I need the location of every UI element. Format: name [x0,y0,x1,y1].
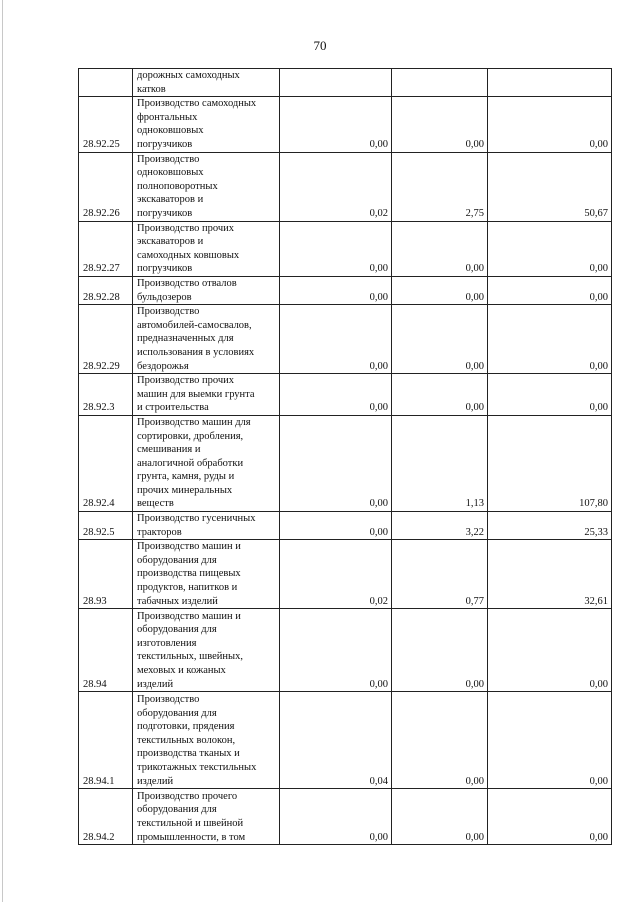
row-value-1: 0,00 [280,609,392,692]
row-name: Производство отвалов бульдозеров [133,276,280,304]
row-name: Производство прочих машин для выемки грунта и строительства [133,374,280,416]
table-row [79,221,612,276]
row-value-1: 0,02 [280,540,392,609]
row-value-2: 0,00 [392,276,488,304]
row-value-1: 0,00 [280,415,392,511]
row-value-3: 0,00 [488,789,612,845]
row-value-3: 50,67 [488,152,612,221]
row-code: 28.92.4 [79,415,133,511]
table-row [79,692,612,789]
row-value-3: 0,00 [488,692,612,789]
row-value-3: 25,33 [488,512,612,540]
data-table [78,68,612,845]
row-value-2: 3,22 [392,512,488,540]
row-value-1: 0,00 [280,276,392,304]
row-code [79,69,133,97]
row-code: 28.92.5 [79,512,133,540]
row-code: 28.94.1 [79,692,133,789]
row-value-1: 0,00 [280,97,392,152]
row-code: 28.92.26 [79,152,133,221]
row-code: 28.93 [79,540,133,609]
page-number: 70 [313,38,327,53]
table-row [79,69,612,97]
table-row [79,97,612,152]
row-value-2: 0,00 [392,692,488,789]
row-name: дорожных самоходных катков [133,69,280,97]
row-code: 28.92.3 [79,374,133,416]
row-value-2: 0,00 [392,221,488,276]
table-row [79,374,612,416]
row-value-1: 0,00 [280,789,392,845]
row-value-2: 0,00 [392,97,488,152]
row-value-2: 0,00 [392,305,488,374]
row-code: 28.92.27 [79,221,133,276]
row-name: Производство прочего оборудования для текстильной и швейной промышленности, в том [133,789,280,845]
table-row [79,276,612,304]
row-code: 28.94.2 [79,789,133,845]
row-name: Производство гусеничных тракторов [133,512,280,540]
row-code: 28.92.25 [79,97,133,152]
table-row [79,415,612,511]
row-name: Производство оборудования для подготовки, прядения текстильных волокон, производства тканых и трикотажных текстильных изделий [133,692,280,789]
table-row [79,609,612,692]
row-value-2: 0,77 [392,540,488,609]
row-name: Производство машин и оборудования для производства пищевых продуктов, напитков и табачных изделий [133,540,280,609]
table-row [79,789,612,845]
row-value-2: 0,00 [392,374,488,416]
row-name: Производство машин и оборудования для изготовления текстильных, швейных, меховых и кожаных изделий [133,609,280,692]
row-value-3: 0,00 [488,305,612,374]
row-value-1: 0,00 [280,305,392,374]
row-code: 28.94 [79,609,133,692]
row-value-3: 0,00 [488,276,612,304]
row-value-1 [280,69,392,97]
row-value-1: 0,00 [280,221,392,276]
row-value-2: 1,13 [392,415,488,511]
table-body [79,69,612,845]
row-value-1: 0,00 [280,374,392,416]
row-value-3 [488,69,612,97]
table-row [79,512,612,540]
row-value-3: 107,80 [488,415,612,511]
row-value-3: 0,00 [488,97,612,152]
row-name: Производство одноковшовых полноповоротных экскаваторов и погрузчиков [133,152,280,221]
table-row [79,152,612,221]
row-value-2: 2,75 [392,152,488,221]
row-value-1: 0,04 [280,692,392,789]
table-row [79,540,612,609]
row-code: 28.92.28 [79,276,133,304]
row-name: Производство самоходных фронтальных одноковшовых погрузчиков [133,97,280,152]
row-name: Производство машин для сортировки, дробления, смешивания и аналогичной обработки грунта, камня, руды и прочих минеральных веществ [133,415,280,511]
row-value-3: 0,00 [488,609,612,692]
row-value-1: 0,02 [280,152,392,221]
row-value-3: 32,61 [488,540,612,609]
row-value-1: 0,00 [280,512,392,540]
row-value-2: 0,00 [392,789,488,845]
row-name: Производство автомобилей-самосвалов, предназначенных для использования в условиях бездорожья [133,305,280,374]
row-value-2 [392,69,488,97]
row-value-2: 0,00 [392,609,488,692]
row-value-3: 0,00 [488,374,612,416]
row-name: Производство прочих экскаваторов и самоходных ковшовых погрузчиков [133,221,280,276]
row-value-3: 0,00 [488,221,612,276]
row-code: 28.92.29 [79,305,133,374]
table-row [79,305,612,374]
scan-edge-line [2,0,3,902]
